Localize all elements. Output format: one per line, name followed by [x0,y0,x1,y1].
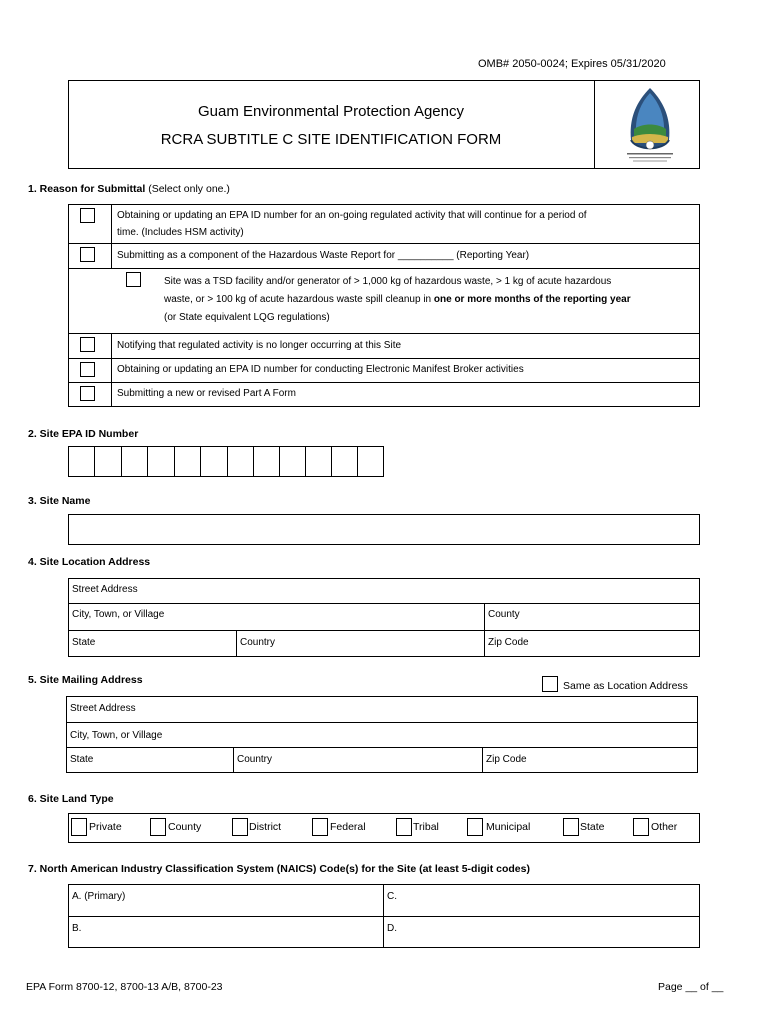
mailing-city-field[interactable]: City, Town, or Village [70,730,163,741]
reason-hazwaste-report-text: Submitting as a component of the Hazardous Waste Report for __________ (Reporting Year) [117,250,530,261]
site-name-input[interactable] [68,514,700,545]
location-state-field[interactable]: State [72,637,96,648]
location-country-field[interactable]: Country [240,637,276,648]
land-type-tribal-checkbox[interactable] [396,818,412,836]
reason-emanifest-checkbox[interactable] [80,362,95,377]
location-county-field[interactable]: County [488,609,520,620]
location-zip-field[interactable]: Zip Code [488,637,529,648]
reason-no-longer-text: Notifying that regulated activity is no longer occurring at this Site [117,340,402,351]
omb-number: OMB# 2050-0024; Expires 05/31/2020 [478,58,666,70]
same-as-location-checkbox[interactable] [542,676,558,692]
form-header [68,80,700,169]
same-as-location-label: Same as Location Address [563,680,688,692]
naics-b-field[interactable]: B. [72,923,82,934]
section-1-title: 1. Reason for Submittal (Select only one.) [28,183,230,195]
land-type-federal-label: Federal [330,821,366,833]
land-type-tribal-label: Tribal [413,821,439,833]
row-line [68,243,700,244]
land-type-private-checkbox[interactable] [71,818,87,836]
row-line [68,630,700,631]
section-7-title: 7. North American Industry Classification System (NAICS) Code(s) for the Site (at least 5-digit codes) [28,863,530,875]
land-type-other-checkbox[interactable] [633,818,649,836]
agency-seal-icon [615,85,685,165]
naics-a-field[interactable]: A. (Primary) [72,891,126,902]
land-type-federal-checkbox[interactable] [312,818,328,836]
land-type-other-label: Other [651,821,678,833]
reason-part-a-text: Submitting a new or revised Part A Form [117,388,296,399]
row-line [68,358,700,359]
epa-id-field[interactable] [68,446,384,477]
naics-c-field[interactable]: C. [387,891,397,902]
mailing-state-field[interactable]: State [70,754,94,765]
page-number: Page __ of __ [658,981,724,993]
reason-no-longer-checkbox[interactable] [80,337,95,352]
section-6-title: 6. Site Land Type [28,793,114,805]
land-type-district-checkbox[interactable] [232,818,248,836]
section-2-title: 2. Site EPA ID Number [28,428,139,440]
lqg-text: Site was a TSD facility and/or generator of > 1,000 kg of hazardous waste, > 1 kg of acute hazardous waste, or > 100 kg of acute hazardous waste spill cleanup in one or more months of the reporting year (or State equivalent LQG regulations) [164,276,631,323]
land-type-municipal-label: Municipal [486,821,531,833]
land-type-state-checkbox[interactable] [563,818,579,836]
row-line [68,333,700,334]
header-divider [594,80,595,169]
form-number: EPA Form 8700-12, 8700-13 A/B, 8700-23 [26,981,223,993]
reason-part-a-checkbox[interactable] [80,386,95,401]
mailing-zip-field[interactable]: Zip Code [486,754,527,765]
reason-col-divider [111,333,112,407]
land-type-municipal-checkbox[interactable] [467,818,483,836]
land-type-county-label: County [168,821,202,833]
land-type-county-checkbox[interactable] [150,818,166,836]
row-line [68,382,700,383]
land-type-state-label: State [580,821,605,833]
row-line [68,603,700,604]
row-line [68,916,700,917]
form-title: RCRA SUBTITLE C SITE IDENTIFICATION FORM [160,131,502,148]
lqg-checkbox[interactable] [126,272,141,287]
mailing-street-field[interactable]: Street Address [70,703,136,714]
naics-d-field[interactable]: D. [387,923,397,934]
reason-hazwaste-report-checkbox[interactable] [80,247,95,262]
reason-ongoing-text: Obtaining or updating an EPA ID number for an on-going regulated activity that will continue for a period of time. (Includes HSM activity) [117,210,587,238]
row-line [68,268,700,269]
mailing-country-field[interactable]: Country [237,754,273,765]
row-line [66,747,698,748]
location-street-field[interactable]: Street Address [72,584,138,595]
reason-col-divider [111,204,112,269]
location-city-field[interactable]: City, Town, or Village [72,609,165,620]
agency-name: Guam Environmental Protection Agency [198,103,464,120]
section-4-title: 4. Site Location Address [28,556,151,568]
land-type-private-label: Private [89,821,122,833]
reason-ongoing-checkbox[interactable] [80,208,95,223]
section-5-title: 5. Site Mailing Address [28,674,143,686]
reason-emanifest-text: Obtaining or updating an EPA ID number for conducting Electronic Manifest Broker activities [117,364,524,375]
section-3-title: 3. Site Name [28,495,91,507]
row-line [66,722,698,723]
land-type-district-label: District [249,821,282,833]
